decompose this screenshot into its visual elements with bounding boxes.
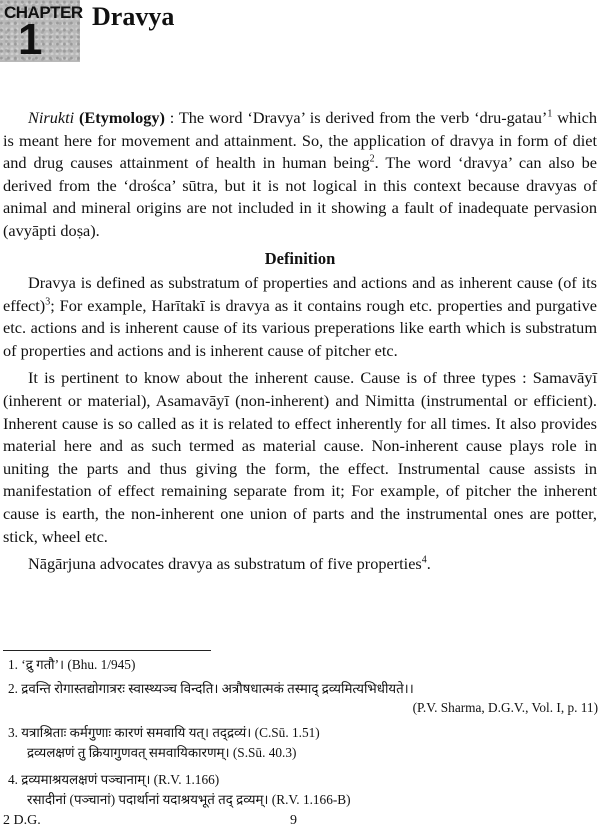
footnote-4a: 4. द्रव्यमाश्रयलक्षणं पञ्चानाम्। (R.V. 1.166) [8,772,220,787]
chapter-title: Dravya [92,2,175,31]
footnote-2: 2. द्रवन्ति रोगास्तद्योगात्ररः स्वास्थ्यञ्च विन्दति। अत्रौषधात्मकं तस्माद् द्रव्यमित्यभिधीयते।। [8,681,414,696]
chapter-number: 1 [18,15,43,64]
footer-book-code: 2 D.G. [3,813,41,828]
section-heading: Definition [264,249,336,268]
para4-text-b: . [426,554,431,574]
para1-text-b: which is meant here for movement and attainment. So, the application of dravya in form of diet and drug causes attainment of health in human being [3,108,597,173]
page-number: 9 [290,813,297,828]
cause-paragraph: It is pertinent to know about the inherent cause. Cause is of three types : Samavāyī (inherent or material), Asamavāyī (non-inherent) and Nimitta (instrumental or efficient). Inherent cause is so called as it is related to effect inherently for all times. It also provides material here and as such termed as material cause. Non-inherent cause plays role in uniting the parts and thus giving the form, the effect. Instrumental cause assists in manifestation of effect remaining separate from it; For example, of pitcher the inherent cause is earth, the non-inherent one union of parts and the instrumental ones are potter, stick, wheel etc. [3,368,597,546]
footnote-divider [3,650,211,651]
chapter-badge [0,0,83,64]
footnote-3b: द्रव्यलक्षणं तु क्रियागुणवत् समवायिकारणम्। (S.Sū. 40.3) [27,745,297,760]
para2-text-a: Dravya is defined as substratum of properties and actions and as inherent cause (of its effect) [3,273,597,315]
definition-section [3,272,597,576]
para4-text-a: Nāgārjuna advocates dravya as substratum of five properties [28,554,422,574]
footnote-4b: रसादीनां (पञ्चानां) पदार्थानां यदाश्रयभूतं तद् द्रव्यम्। (R.V. 1.166-B) [27,792,351,807]
footnote-ref-4: 4 [421,554,427,566]
footnote-1: 1. ‘द्रु गतौ’। (Bhu. 1/945) [8,657,136,672]
footnote-ref-2: 2 [369,153,375,165]
nagarjuna-paragraph [3,553,597,576]
definition-paragraph [3,272,597,362]
chapter-label: CHAPTER [4,3,83,22]
footnote-ref-3: 3 [45,296,51,308]
para1-text-a: : The word ‘Dravya’ is derived from the verb ‘dru-gatau’ [164,108,548,127]
footnote-3a: 3. यत्राश्रिताः कर्मगुणाः कारणं समवायि यत्। तद्द्रव्यं। (C.Sū. 1.51) [8,725,320,740]
para1-text-c: . The word ‘dravya’ can also be derived from the ‘drośca’ sūtra, but it is not logical in this context because dravyas of animal and mineral origins are not included in it showing a fault of inadequate pervasion (avyāpti doṣa). [3,153,597,240]
para2-text-b: ; For example, Harītakī is dravya as it contains rough etc. properties and purgative etc. actions and is inherent cause of its various preperations like earth which is substratum of properties and actions and is inherent cause of pitcher etc. [3,295,597,360]
etymology-gloss: (Etymology) [79,108,165,127]
etymology-paragraph [3,107,597,243]
etymology-term: Nirukti [28,108,75,127]
footnote-2-source: (P.V. Sharma, D.G.V., Vol. I, p. 11) [412,700,598,715]
footnote-ref-1: 1 [547,108,553,120]
